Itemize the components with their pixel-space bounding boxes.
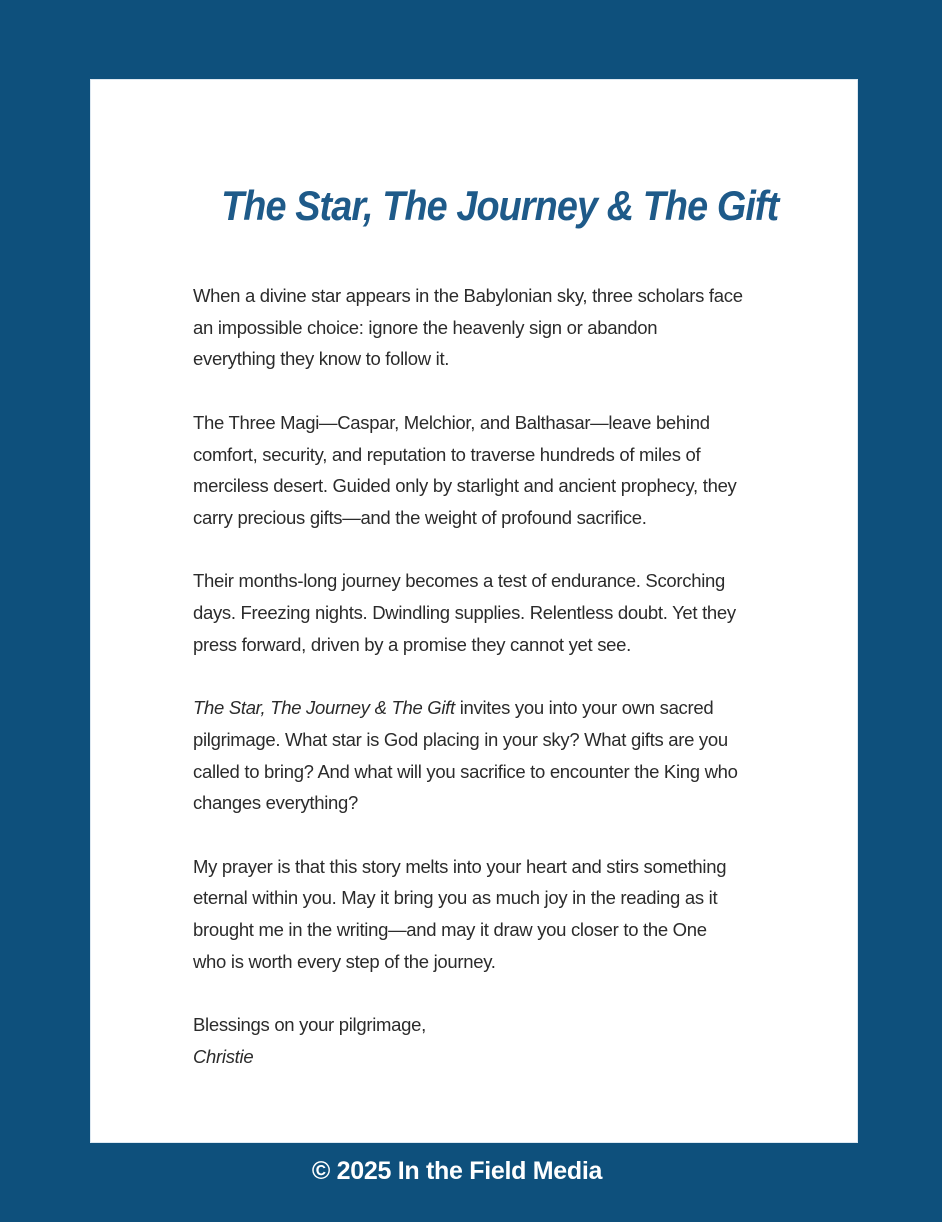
paragraph-line: an impossible choice: ignore the heavenly sign or abandon — [193, 316, 658, 338]
paragraph-line: eternal within you. May it bring you as much joy in the reading as it — [193, 887, 718, 909]
paragraph-line: merciless desert. Guided only by starlight and ancient prophecy, they — [193, 475, 737, 497]
paragraph-line: press forward, driven by a promise they cannot yet see. — [193, 633, 631, 655]
book-title-inline: The Star, The Journey & The Gift — [193, 697, 455, 719]
paragraph-intro — [193, 280, 755, 375]
signature-block — [193, 1009, 755, 1072]
footer — [73, 1143, 841, 1187]
signature-name: Christie — [193, 1045, 254, 1067]
paragraph-line: who is worth every step of the journey. — [193, 950, 496, 972]
footer-copyright: © 2025 In the Field Media — [311, 1157, 603, 1185]
paragraph-line: My prayer is that this story melts into your heart and stirs something — [193, 855, 727, 877]
content-card — [90, 79, 858, 1143]
paragraph-line: pilgrimage. What star is God placing in your sky? What gifts are you — [193, 728, 728, 750]
paragraph-line: brought me in the writing—and may it draw you closer to the One — [193, 919, 707, 940]
paragraph-line: called to bring? And what will you sacrifice to encounter the King who — [193, 760, 738, 782]
book-title: The Star, The Journey & The Gift — [221, 182, 779, 229]
paragraph-line: changes everything? — [193, 792, 359, 814]
paragraph-line: The Three Magi—Caspar, Melchior, and Balthasar—leave behind — [193, 411, 710, 433]
body-copy — [193, 280, 755, 1073]
paragraph-line: everything they know to follow it. — [193, 348, 450, 370]
paragraph-line: When a divine star appears in the Babylonian sky, three scholars face — [193, 285, 743, 306]
signature-closing: Blessings on your pilgrimage, — [193, 1014, 426, 1036]
paragraph-line: comfort, security, and reputation to traverse hundreds of miles of — [193, 443, 701, 465]
paragraph-line: Their months-long journey becomes a test of endurance. Scorching — [193, 570, 725, 592]
paragraph-prayer — [193, 851, 755, 978]
paragraph-line — [193, 692, 755, 724]
paragraph-line: carry precious gifts—and the weight of profound sacrifice. — [193, 506, 647, 528]
paragraph-invitation — [193, 692, 755, 819]
paragraph-line-rest: invites you into your own sacred — [454, 697, 714, 719]
paragraph-magi — [193, 407, 755, 534]
paragraph-line: days. Freezing nights. Dwindling supplies. Relentless doubt. Yet they — [193, 602, 736, 623]
paragraph-journey — [193, 565, 755, 660]
